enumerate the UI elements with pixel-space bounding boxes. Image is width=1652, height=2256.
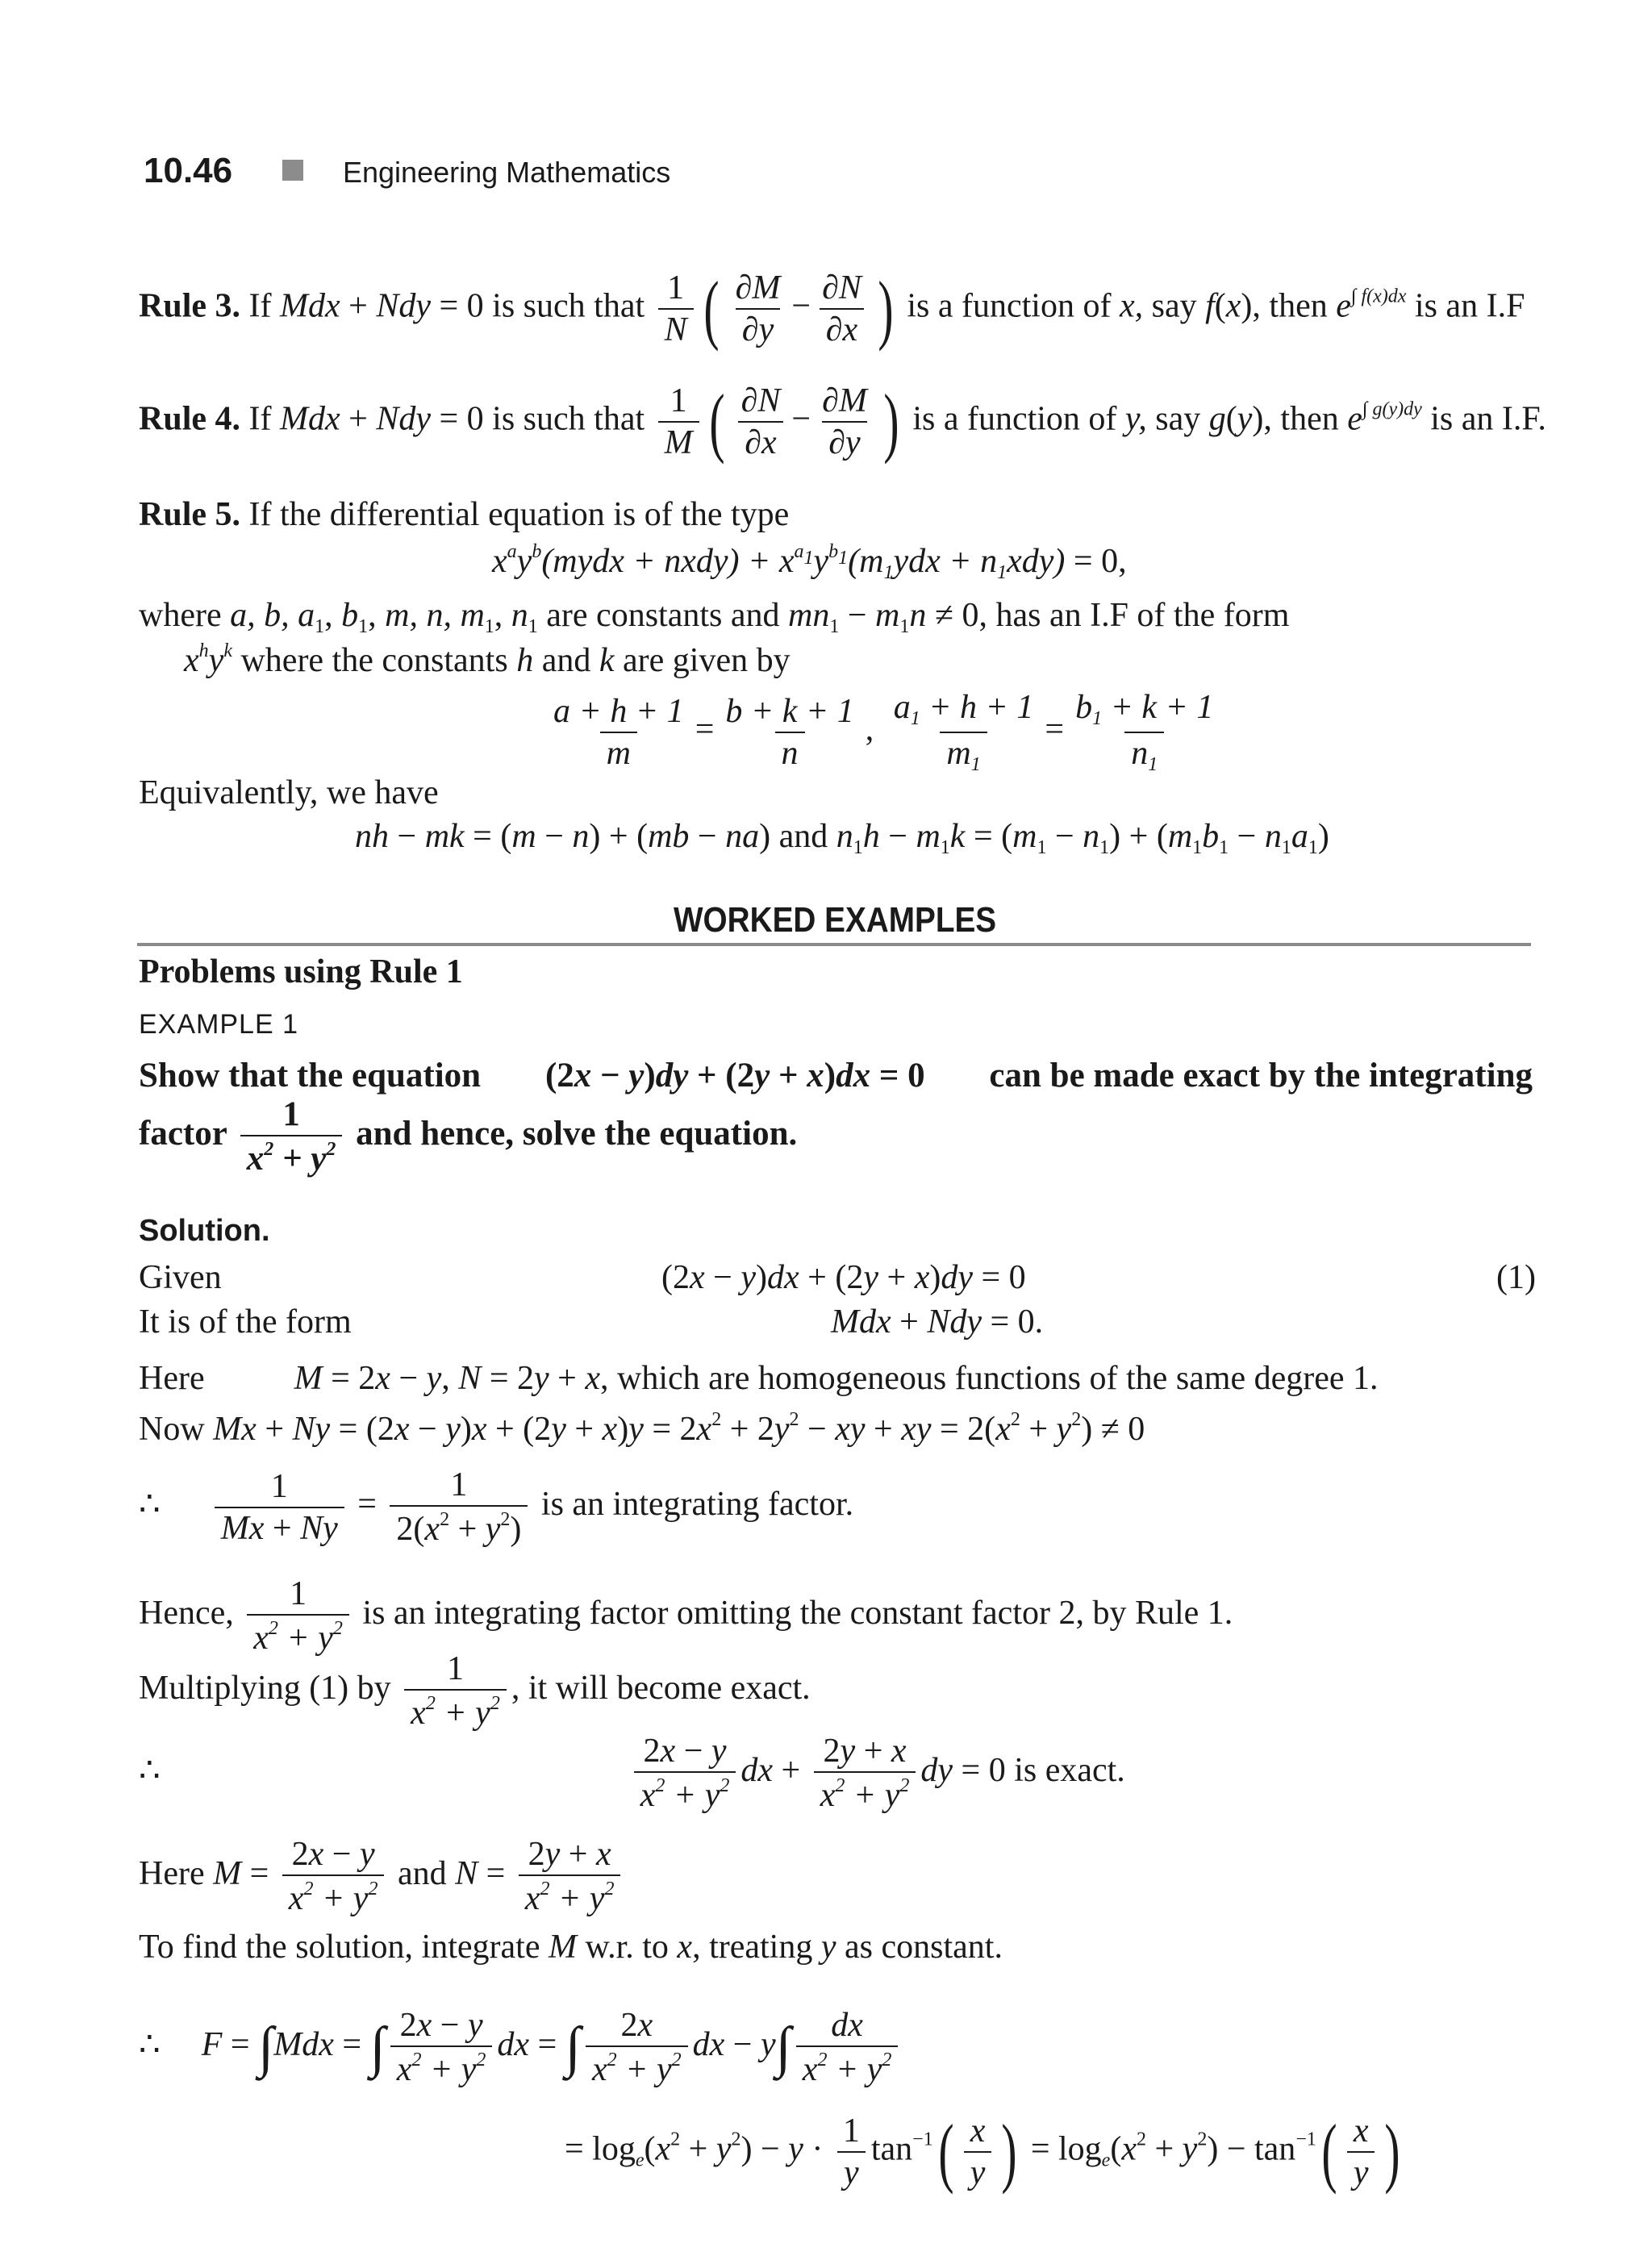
integrating-factor-text: is an integrating factor. — [540, 1486, 854, 1524]
homogeneous-text: which are homogeneous functions of the same degree 1. — [617, 1360, 1379, 1397]
solution-label: Solution. — [139, 1214, 270, 1248]
here-line: Here M = 2x − y, N = 2y + x, which are homogeneous functions of the same degree 1. — [139, 1360, 1379, 1397]
rule-3-end: is an I.F — [1414, 287, 1525, 325]
rule-5-ratio-equation: $\frac{a + h + 1}{m}$ = $\frac{b + k + 1}{n}$ , $\frac{a_1 + h + 1}{m_1}$ = $\frac{b_1 + k + 1}{n_1}$ — [553, 689, 1214, 775]
rule-3-say: say — [1151, 287, 1197, 325]
now-label: Now — [139, 1411, 205, 1448]
rule-3-fraction: $\frac{1}{N}$ — [658, 271, 694, 347]
equivalent-and: and — [778, 818, 828, 855]
to-find-line: To find the solution, integrate M w.r. to x, treating y as constant. — [139, 1929, 1003, 1966]
as-constant-text: as constant. — [845, 1929, 1003, 1966]
rule-3-if: If — [248, 287, 272, 325]
form-text: It is of the form — [139, 1303, 352, 1341]
rule-5-given-text: where the constants — [240, 642, 508, 679]
example-label: EXAMPLE 1 — [139, 1009, 298, 1040]
here-and: and — [397, 1855, 447, 1893]
equivalent-equations: nh − mk = (m − n) + (mb − na) and $n_1h - m_1k = (m_1 - n_1) + (m_1b_1 - n_1a_1)$ — [355, 818, 1329, 858]
here-m-n-line: Here M = $\frac{2x - y}{x^2 + y^2}$ and N = $\frac{2y + x}{x^2 + y^2}$ — [139, 1837, 625, 1916]
rule-5-label: Rule 5. — [139, 496, 240, 533]
therefore-if-line: ∴ $\frac{1}{Mx + Ny}$ = $\frac{1}{2(x^2 + y^2)}$ is an integrating factor. — [139, 1466, 854, 1548]
rule-3: Rule 3. If Mdx + Ndy = 0 is such that $\frac{1}{N}$ ( $\frac{\partial M}{\partial y}$ − $\frac{\partial N}{\partial x}$ ) is a function of x, say f(x), then $e^{\int f(x)dx}$ is an I.F — [139, 265, 1525, 352]
worked-examples-title: WORKED EXAMPLES — [674, 900, 997, 940]
rule-4-then: then — [1280, 400, 1339, 438]
rule-5-equation: $x^ay^b(mydx$ + nxdy) + $x^{a_1}y^{b_1}(m_1ydx + n_1xdy) = 0$, — [492, 541, 1127, 583]
therefore-symbol-2: ∴ — [139, 1752, 161, 1790]
problem-text-b: can be made exact by the integrating — [989, 1057, 1533, 1095]
rule-5-where: where a, b, $a_1$, $b_1$, m, n, $m_1$, $n_1$ are constants and $mn_1 - m_1n \ne 0$, has an I.F of the form — [139, 597, 1290, 637]
treating-text: , treating — [692, 1929, 813, 1966]
rule-4-label: Rule 4. — [139, 400, 240, 438]
book-title: Engineering Mathematics — [343, 156, 671, 189]
hence-line: Hence, $\frac{1}{x^2 + y^2}$ is an integrating factor omitting the constant factor 2, by Rule 1. — [139, 1575, 1233, 1657]
rule-5-where-text: are constants and — [546, 597, 780, 634]
rule-4-tail: is a function of — [912, 400, 1117, 438]
rule-5-given-by: are given by — [623, 642, 791, 679]
rule-4-end: is an I.F. — [1430, 400, 1546, 438]
to-find-text: To find the solution, integrate — [139, 1929, 540, 1966]
rule-5-and: and — [541, 642, 591, 679]
rule-4-such: is such that — [492, 400, 645, 438]
here-m-label: Here — [139, 1855, 205, 1893]
problem-factor: factor $\frac{1}{x^2 + y^2}$ and hence, solve the equation. — [139, 1095, 798, 1178]
given-equation: (2x − y)dx + (2y + x)dy = 0 — [661, 1259, 1026, 1296]
integral-line: ∴ F = ∫Mdx = ∫ $\frac{2x - y}{x^2 + y^2}$ dx = ∫ $\frac{2x}{x^2 + y^2}$ dx − y∫ $\frac{dx}{x^2 + y^2}$ — [139, 2008, 903, 2087]
equivalently-text: Equivalently, we have — [139, 774, 439, 811]
rule-3-label: Rule 3. — [139, 287, 240, 325]
page-number: 10.46 — [144, 151, 233, 190]
rule-4-say: say — [1155, 400, 1201, 438]
become-exact-text: , it will become exact. — [511, 1670, 811, 1708]
rule-5-intro — [139, 498, 789, 532]
problem-statement: Show that the equation (2x − y)dy + (2y + x)dx = 0 can be made exact by the integrating — [139, 1057, 1533, 1095]
problem-text-d: and hence, solve the equation. — [356, 1114, 798, 1153]
rule-3-such: is such that — [492, 287, 645, 325]
hence-label: Hence, — [139, 1595, 234, 1633]
problem-text-c: factor — [139, 1114, 227, 1153]
rule-3-then: then — [1269, 287, 1328, 325]
result-line: = $\log_e(x^2 + y^2) - y$ · $\frac{1}{y}$ $\tan^{-1}$( $\frac{x}{y}$ ) = $\log_e(x^2 + y^2) - \tan^{-1}$( $\frac{x}{y}$ ) — [565, 2108, 1401, 2195]
rule-4-if: If — [248, 400, 272, 438]
rule-5-constants: $x^hy^k$ where the constants h and k are given by — [184, 640, 791, 679]
rule-4: Rule 4. If Mdx + Ndy = 0 is such that $\frac{1}{M}$ ( $\frac{\partial N}{\partial x}$ − $\frac{\partial M}{\partial y}$ ) is a function of y, say g(y), then $e^{\int g(y)dy}$ is an I.F. — [139, 378, 1546, 465]
given-label: Given — [139, 1259, 222, 1296]
form-equation: Mdx + Ndy = 0. — [831, 1303, 1044, 1341]
therefore-symbol-3: ∴ — [139, 2026, 161, 2064]
header-square-bullet — [282, 160, 303, 181]
equation-number: (1) — [1496, 1259, 1536, 1296]
exact-equation-line: ∴ $\frac{2x - y}{x^2 + y^2}$ dx + $\frac{2y + x}{x^2 + y^2}$ dy = 0 is exact. — [139, 1733, 1125, 1814]
therefore-symbol: ∴ — [139, 1486, 161, 1524]
hence-text: is an integrating factor omitting the constant factor 2, by Rule 1. — [362, 1595, 1233, 1633]
rule-5-intro-text: If the differential equation is of the type — [248, 496, 790, 533]
now-line: Now $Mx + Ny = (2x - y)x + (2y + x)y = 2x^2 + 2y^2$ − xy + xy = $2(x^2 + y^2) \ne 0$ — [139, 1409, 1145, 1448]
rule-5-has-text: has an I.F of the form — [995, 597, 1290, 634]
section-heading: Problems using Rule 1 — [139, 953, 463, 990]
problem-text-a: Show that the equation — [139, 1057, 482, 1095]
multiplying-text: Multiplying (1) by — [139, 1670, 391, 1708]
rule-4-fraction: $\frac{1}{M}$ — [658, 384, 699, 460]
section-divider — [137, 943, 1531, 946]
here-label: Here — [139, 1360, 205, 1397]
is-exact-text: is exact. — [1014, 1752, 1125, 1790]
rule-3-tail: is a function of — [907, 287, 1112, 325]
wrt-text: w.r. to — [585, 1929, 669, 1966]
multiplying-line: Multiplying (1) by $\frac{1}{x^2 + y^2}$ , it will become exact. — [139, 1650, 811, 1732]
